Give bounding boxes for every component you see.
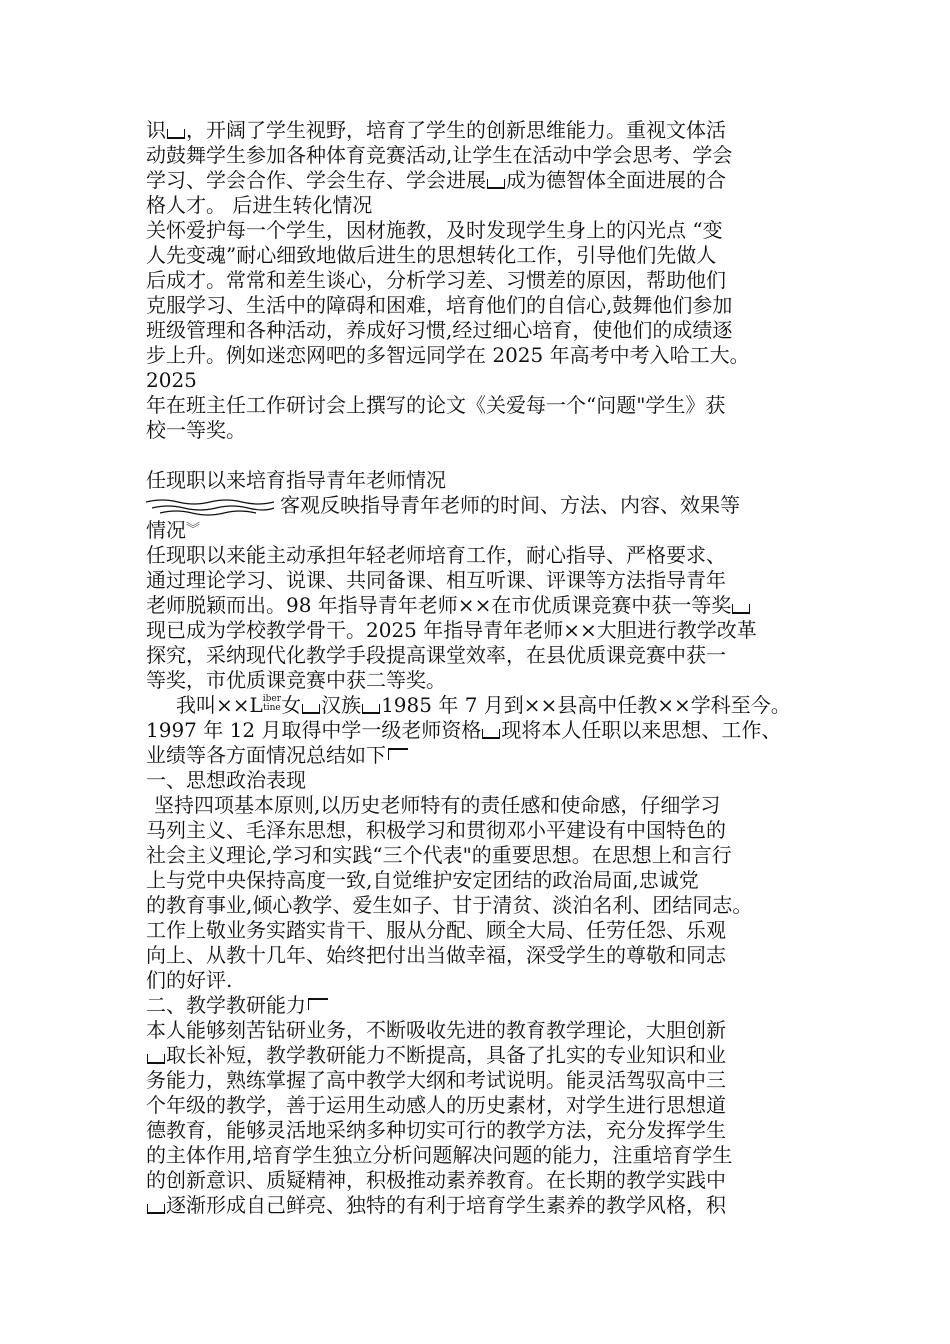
text-line: 任现职以来能主动承担年轻老师培育工作，耐心指导、严格要求、 — [146, 543, 726, 567]
text-line: 的教育事业,倾心教学、爱生如子、甘于清贫、淡泊名利、团结同志。 — [146, 893, 753, 917]
intro-line: 业绩等各方面情况总结如下 — [146, 743, 836, 768]
text-line: 步上升。例如迷恋网吧的多智远同学在 2025 年高考中考入哈工大。 — [146, 343, 750, 367]
text-line: 2025 — [146, 368, 197, 392]
text-line: 德教育，能够灵活地采纳多种切实可行的教学方法，充分发挥学生 — [146, 1118, 726, 1142]
text-line: 们的好评. — [146, 968, 233, 992]
text-line: 等奖，市优质课竞赛中获二等奖。 — [146, 668, 446, 692]
text-line: 后成才。常常和差生谈心，分析学习差、习惯差的原因，帮助他们 — [146, 268, 726, 292]
chevron-mark-icon: ︾ — [186, 522, 200, 538]
text-line: 人先变魂”耐心细致地做后进生的思想转化工作，引导他们先做人 — [146, 243, 717, 267]
text-line: 个年级的教学，善于运用生动感人的历史素材，对学生进行思想道 — [146, 1093, 726, 1117]
text-line: 取长补短，教学教研能力不断提高，具备了扎实的专业知识和业 — [146, 1043, 836, 1068]
text-line: 的创新意识、质疑精神，积极推动素养教育。在长期的教学实践中 — [146, 1168, 726, 1192]
text-line: 动鼓舞学生参加各种体育竞赛活动,让学生在活动中学会思考、学会 — [146, 143, 733, 167]
document-page — [146, 118, 836, 1218]
text-line: 通过理论学习、说课、共同备课、相互听课、评课等方法指导青年 — [146, 568, 726, 592]
text-line: 逐渐形成自己鲜亮、独特的有利于培育学生素养的教学风格，积 — [146, 1193, 836, 1218]
text-line: 关怀爱护每一个学生，因材施教，及时发现学生身上的闪光点 “变 — [146, 218, 723, 242]
text-line: 探究，采纳现代化教学手段提高课堂效率，在县优质课竞赛中获一 — [146, 643, 726, 667]
bracket-mark-icon — [482, 729, 500, 739]
text-line: 克服学习、生活中的障碍和困难，培育他们的自信心,鼓舞他们参加 — [146, 293, 733, 317]
bracket-mark-icon — [487, 179, 505, 189]
wavy-underline-icon — [146, 497, 280, 517]
stacked-text: iber tine — [262, 694, 282, 713]
text-line: 老师脱颖而出。98 年指导青年老师××在市优质课竞赛中获一等奖 — [146, 593, 836, 618]
bracket-mark-icon — [147, 1054, 165, 1064]
hook-mark-icon — [308, 998, 328, 1010]
text-line: 学习、学会合作、学会生存、学会进展 成为德智体全面进展的合 — [146, 168, 726, 192]
text-line: 情况︾ — [146, 518, 200, 542]
text-line: 识 ，开阔了学生视野，培育了学生的创新思维能力。重视文体活 — [146, 118, 726, 142]
text-line: 马列主义、毛泽东思想，积极学习和贯彻邓小平建设有中国特色的 — [146, 818, 726, 842]
text-line: 格人才。 后进生转化情况 — [146, 193, 373, 217]
bracket-mark-icon — [167, 129, 185, 139]
text-line: 的主体作用,培育学生独立分析问题解决问题的能力，注重培育学生 — [146, 1143, 733, 1167]
text-line: 班级管理和各种活动，养成好习惯,经过细心培育，使他们的成绩逐 — [146, 318, 733, 342]
bracket-mark-icon — [147, 1204, 165, 1214]
intro-line: 我叫××Liber tine女 汉族 1985 年 7 月到××县高中任教××学科至今。 — [176, 693, 791, 717]
text-line: 工作上敬业务实踏实肯干、服从分配、顾全大局、任劳任怨、乐观 — [146, 918, 726, 942]
text-line: 现已成为学校教学骨干。2025 年指导青年老师××大胆进行教学改革 — [146, 618, 757, 642]
intro-line: 1997 年 12 月取得中学一级老师资格 现将本人任职以来思想、工作、 — [146, 718, 782, 742]
text-line: 年在班主任工作研讨会上撰写的论文《关爱每一个“问题"学生》获 — [146, 393, 726, 417]
section-title: 任现职以来培育指导青年老师情况 — [146, 468, 446, 492]
text-line: 坚持四项基本原则,以历史老师特有的责任感和使命感，仔细学习 — [154, 793, 721, 817]
text-line: 上与党中央保持高度一致,自觉维护安定团结的政治局面,忠诚党 — [146, 868, 699, 892]
section-heading: 一、思想政治表现 — [146, 768, 306, 792]
section-heading: 二、教学教研能力 — [146, 993, 836, 1018]
text-line: 本人能够刻苦钻研业务，不断吸收先进的教育教学理论，大胆创新 — [146, 1018, 726, 1042]
bracket-mark-icon — [302, 704, 320, 714]
hook-mark-icon — [388, 748, 408, 760]
text-line: 务能力，熟练掌握了高中教学大纲和考试说明。能灵活驾驭高中三 — [146, 1068, 726, 1092]
bracket-mark-icon — [362, 704, 380, 714]
blank-line — [146, 443, 836, 468]
text-line: 客观反映指导青年老师的时间、方法、内容、效果等 — [146, 493, 836, 518]
bracket-mark-icon — [732, 604, 750, 614]
text-line: 社会主义理论,学习和实践“三个代表"的重要思想。在思想上和言行 — [146, 843, 732, 867]
text-line: 校一等奖。 — [146, 418, 246, 442]
text-line: 向上、从教十几年、始终把付出当做幸福，深受学生的尊敬和同志 — [146, 943, 726, 967]
